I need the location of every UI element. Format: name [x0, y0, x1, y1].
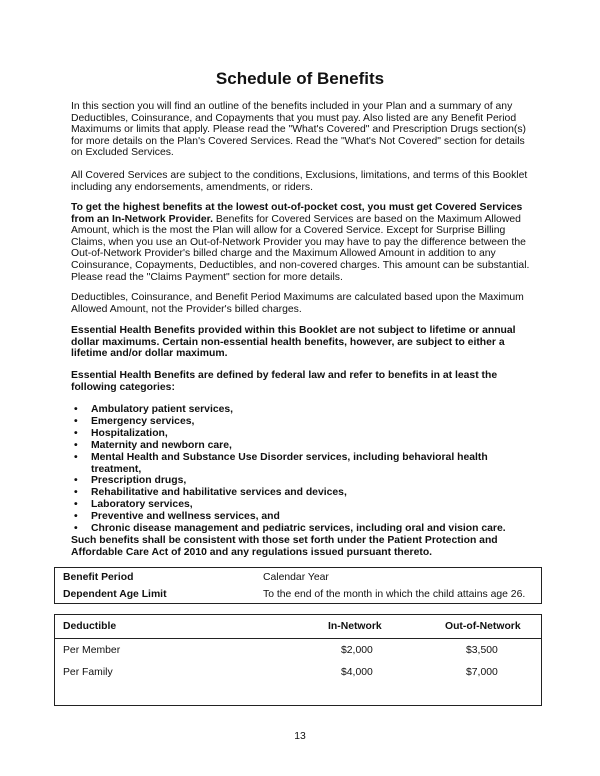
- list-item: • Emergency services,: [71, 416, 533, 428]
- table-row: [55, 570, 541, 586]
- page-title: Schedule of Benefits: [215, 69, 385, 88]
- column-header-deductible: Deductible: [63, 621, 117, 632]
- list-item: • Hospitalization,: [71, 428, 533, 440]
- in-network-paragraph: [71, 202, 533, 283]
- header-divider: [55, 638, 541, 639]
- list-item: • Maternity and newborn care,: [71, 440, 533, 452]
- list-item: • Ambulatory patient services,: [71, 404, 533, 416]
- list-item: • Prescription drugs,: [71, 475, 533, 487]
- list-item: • Preventive and wellness services, and: [71, 511, 533, 523]
- table-row: [55, 643, 541, 659]
- maximum-allowed-paragraph: Deductibles, Coinsurance, and Benefit Period Maximums are calculated based upon the Maximum Allowed Amount, not the Provider's billed charges.: [71, 292, 524, 315]
- list-item: • Laboratory services,: [71, 499, 533, 511]
- deductible-table: [54, 614, 542, 706]
- list-item: • Rehabilitative and habilitative services and devices,: [71, 487, 533, 499]
- essential-benefits-paragraph: Essential Health Benefits provided within this Booklet are not subject to lifetime or annual dollar maximums. Certain non-essential health benefits, however, are subject to either a lifetime and/or dollar maximum.: [71, 325, 516, 360]
- row-value: Calendar Year: [263, 572, 329, 583]
- list-item: • Mental Health and Substance Use Disorder services, including behavioral health treatment,: [71, 452, 533, 476]
- out-of-network-value: $3,500: [466, 645, 498, 656]
- in-network-value: $2,000: [341, 645, 373, 656]
- row-label: Per Family: [63, 667, 113, 678]
- table-row: [55, 665, 541, 681]
- list-item: • Chronic disease management and pediatric services, including oral and vision care.: [71, 523, 533, 535]
- out-of-network-value: $7,000: [466, 667, 498, 678]
- aca-paragraph: Such benefits shall be consistent with those set forth under the Patient Protection and Affordable Care Act of 2010 and any regulations issued pursuant thereto.: [71, 535, 498, 558]
- in-network-details: Benefits for Covered Services are based on the Maximum Allowed Amount, which is the most the Plan will allow for a Covered Service. Except for Surprise Billing Claims, when you use an Out-of-Network Provider you may have to pay the difference between the Out-of-Network Provider's billed charge and the Maximum Allowed Amount in addition to any Coinsurance, Copayments, Deductibles, and non-covered charges. This amount can be substantial. Please read the "Claims Payment" section for more details.: [71, 213, 530, 283]
- row-label: Per Member: [63, 645, 121, 656]
- column-header-out-of-network: Out-of-Network: [445, 621, 521, 632]
- row-label: Dependent Age Limit: [63, 589, 167, 600]
- table-row: [55, 587, 541, 603]
- in-network-emphasis: To get the highest benefits at the lowest out-of-pocket cost, you must get Covered Services from an In-Network Provider.: [71, 202, 523, 225]
- row-value: To the end of the month in which the child attains age 26.: [263, 589, 526, 600]
- column-header-in-network: In-Network: [328, 621, 382, 632]
- page-number: 13: [294, 731, 306, 742]
- intro-paragraph: In this section you will find an outline of the benefits included in your Plan and a summary of any Deductibles, Coinsurance, and Copayments that you must pay. Also listed are any Benefit Period Maximums or limits that apply. Please read the "What's Covered" and Prescription Drugs section(s) for more details on the Plan's Covered Services. Read the "What's Not Covered" section for details on Excluded Services.: [71, 101, 526, 159]
- covered-services-paragraph: All Covered Services are subject to the conditions, Exclusions, limitations, and terms of this Booklet including any endorsements, amendments, or riders.: [71, 170, 528, 193]
- row-label: Benefit Period: [63, 572, 134, 583]
- in-network-value: $4,000: [341, 667, 373, 678]
- benefit-period-table: [54, 567, 542, 604]
- ehb-category-list: [71, 404, 533, 535]
- ehb-definition-paragraph: Essential Health Benefits are defined by federal law and refer to benefits in at least the following categories:: [71, 370, 498, 393]
- table-header-row: [55, 619, 541, 635]
